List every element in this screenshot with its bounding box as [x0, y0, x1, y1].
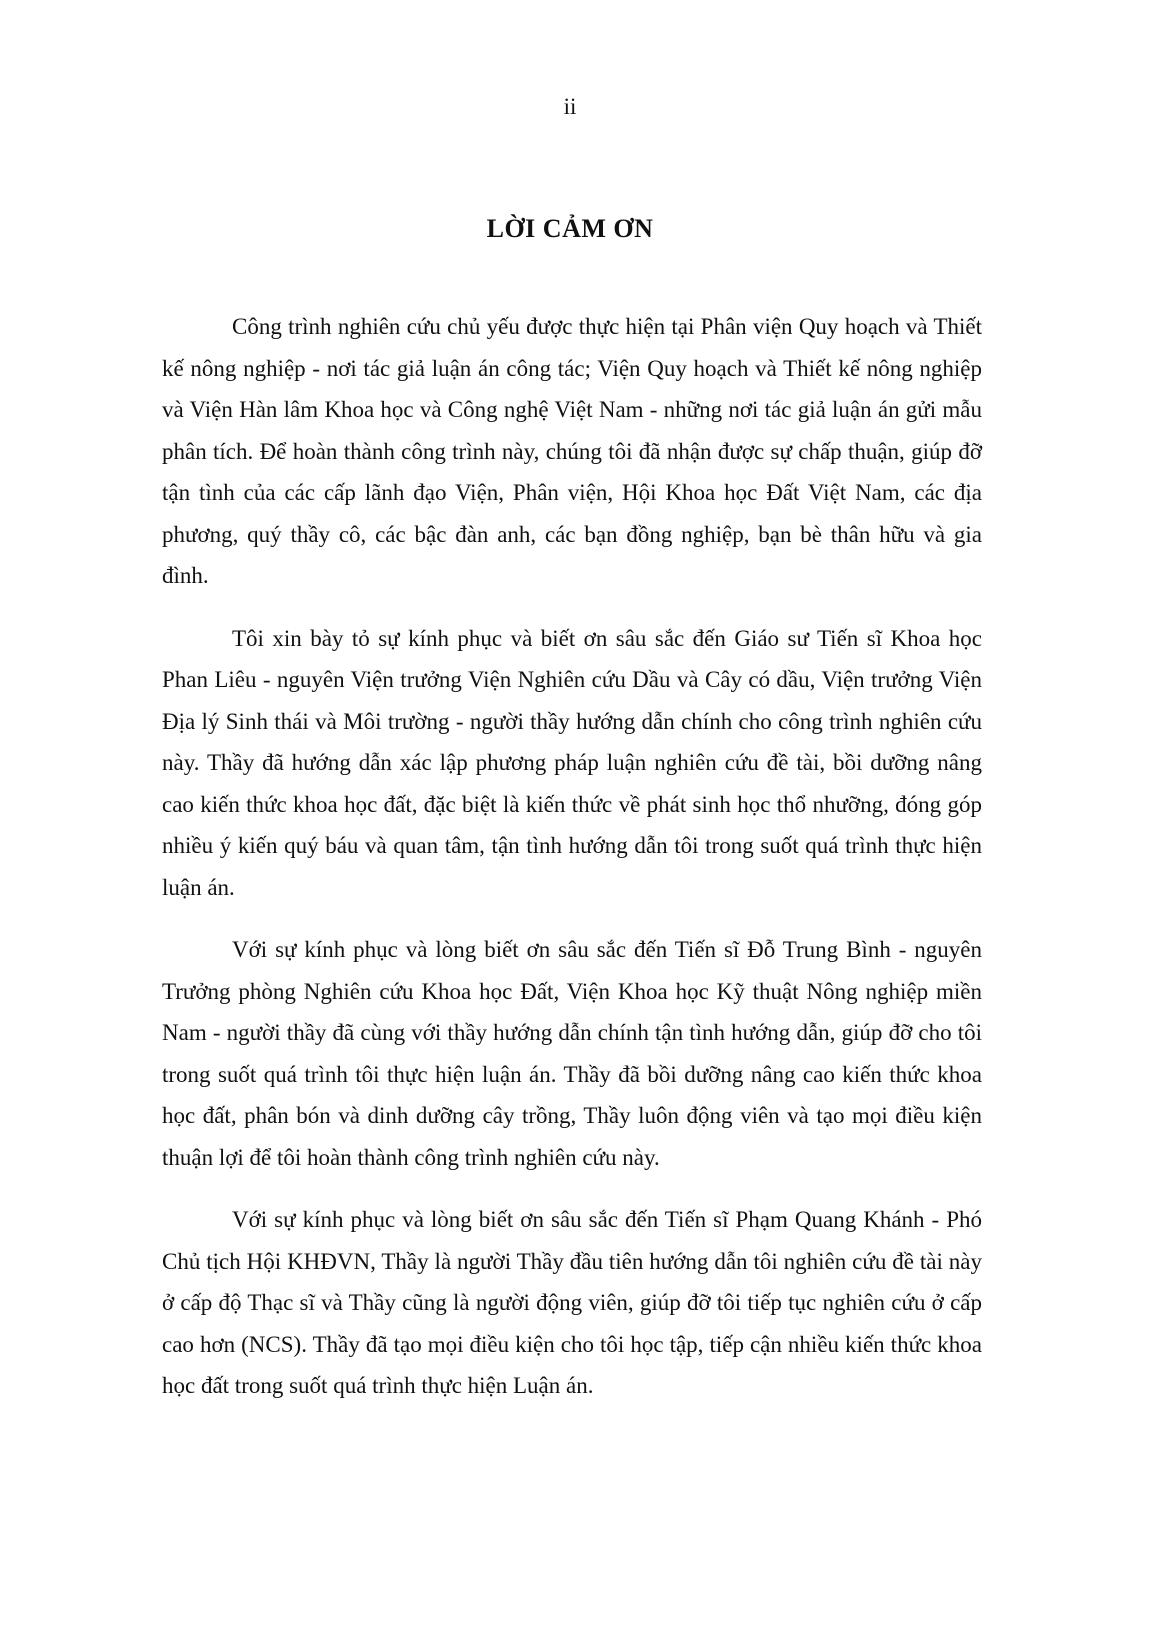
page-number: ii [563, 94, 577, 119]
paragraph-2: Tôi xin bày tỏ sự kính phục và biết ơn sâu sắc đến Giáo sư Tiến sĩ Khoa học Phan Liêu - nguyên Viện trưởng Viện Nghiên cứu Dầu và Cây có dầu, Viện trưởng Viện Địa lý Sinh thái và Môi trường - người thầy hướng dẫn chính cho công trình nghiên cứu này. Thầy đã hướng dẫn xác lập phương pháp luận nghiên cứu đề tài, bồi dưỡng nâng cao kiến thức khoa học đất, đặc biệt là kiến thức về phát sinh học thổ nhưỡng, đóng góp nhiều ý kiến quý báu và quan tâm, tận tình hướng dẫn tôi trong suốt quá trình thực hiện luận án. [162, 625, 982, 900]
acknowledgement-body [162, 306, 982, 1428]
paragraph-3: Với sự kính phục và lòng biết ơn sâu sắc đến Tiến sĩ Đỗ Trung Bình - nguyên Trưởng phòng Nghiên cứu Khoa học Đất, Viện Khoa học Kỹ thuật Nông nghiệp miền Nam - người thầy đã cùng với thầy hướng dẫn chính tận tình hướng dẫn, giúp đỡ cho tôi trong suốt quá trình tôi thực hiện luận án. Thầy đã bồi dưỡng nâng cao kiến thức khoa học đất, phân bón và dinh dưỡng cây trồng, Thầy luôn động viên và tạo mọi điều kiện thuận lợi để tôi hoàn thành công trình nghiên cứu này. [162, 937, 982, 1170]
paragraph-4: Với sự kính phục và lòng biết ơn sâu sắc đến Tiến sĩ Phạm Quang Khánh - Phó Chủ tịch Hội KHĐVN, Thầy là người Thầy đầu tiên hướng dẫn tôi nghiên cứu đề tài này ở cấp độ Thạc sĩ và Thầy cũng là người động viên, giúp đỡ tôi tiếp tục nghiên cứu ở cấp cao hơn (NCS). Thầy đã tạo mọi điều kiện cho tôi học tập, tiếp cận nhiều kiến thức khoa học đất trong suốt quá trình thực hiện Luận án. [162, 1207, 982, 1398]
paragraph-1: Công trình nghiên cứu chủ yếu được thực hiện tại Phân viện Quy hoạch và Thiết kế nông nghiệp - nơi tác giả luận án công tác; Viện Quy hoạch và Thiết kế nông nghiệp và Viện Hàn lâm Khoa học và Công nghệ Việt Nam - những nơi tác giả luận án gửi mẫu phân tích. Để hoàn thành công trình này, chúng tôi đã nhận được sự chấp thuận, giúp đỡ tận tình của các cấp lãnh đạo Viện, Phân viện, Hội Khoa học Đất Việt Nam, các địa phương, quý thầy cô, các bậc đàn anh, các bạn đồng nghiệp, bạn bè thân hữu và gia đình. [162, 314, 982, 588]
page-title: LỜI CẢM ƠN [486, 214, 654, 243]
